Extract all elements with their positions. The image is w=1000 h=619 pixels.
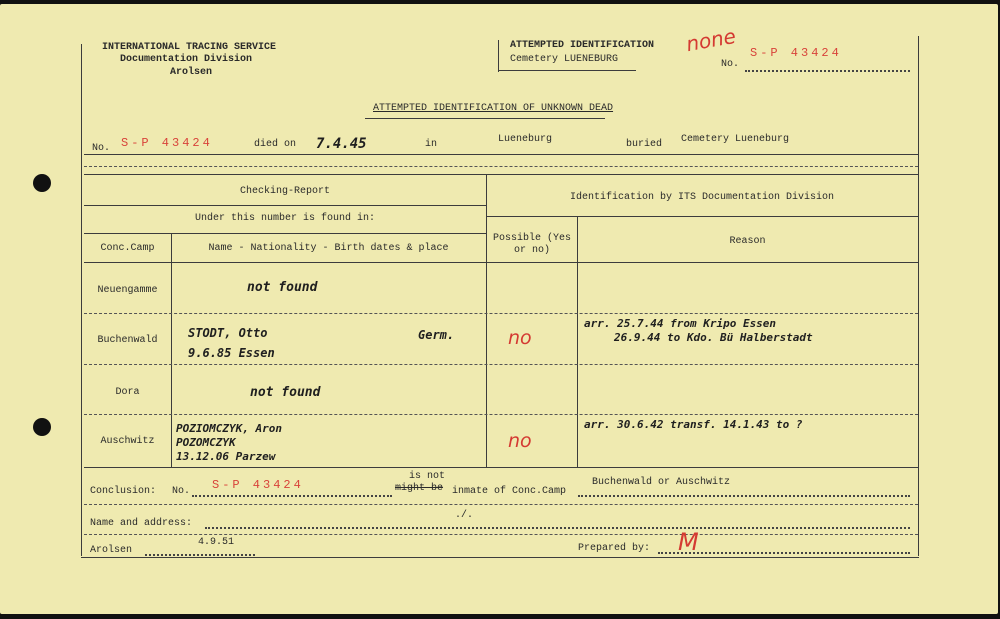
- buried-value: Cemetery Lueneburg: [681, 134, 790, 145]
- row2-name-line1: STODT, Otto: [188, 326, 268, 340]
- row3-line: [84, 414, 918, 415]
- header-row-line: [84, 262, 918, 263]
- record-line: [84, 154, 918, 155]
- row4-name-line1: POZIOMCZYK, Aron: [176, 422, 282, 435]
- conclusion-label: Conclusion:: [90, 486, 157, 497]
- box-no-dots: [745, 70, 910, 72]
- conclusion-line: [84, 504, 918, 505]
- box-no-value: S-P 43424: [750, 46, 842, 60]
- record-no-value: S-P 43424: [121, 136, 213, 150]
- card-bottom-line: [81, 557, 919, 558]
- footer-date: 4.9.51: [198, 537, 235, 548]
- footer-place: Arolsen: [90, 545, 133, 556]
- handwritten-note: none: [684, 23, 738, 57]
- conclusion-dots-1: [192, 495, 392, 497]
- checking-subtitle-line: [84, 233, 486, 234]
- col-possible-header: Possible (Yes or no): [492, 233, 571, 256]
- buried-label: buried: [626, 139, 663, 150]
- punch-hole-top: [33, 174, 51, 192]
- row4-reason: arr. 30.6.42 transf. 14.1.43 to ?: [584, 418, 803, 431]
- title-underline: [365, 118, 605, 119]
- checking-title-line: [84, 205, 486, 206]
- row2-nationality: Germ.: [418, 328, 455, 342]
- conclusion-inmate: inmate of Conc.Camp: [452, 486, 567, 497]
- org-city: Arolsen: [170, 67, 213, 78]
- in-label: in: [425, 139, 438, 150]
- ident-title-line: [486, 216, 918, 217]
- footer-date-dots: [145, 554, 255, 556]
- table-top: [84, 174, 918, 175]
- box-title: ATTEMPTED IDENTIFICATION: [510, 40, 655, 51]
- org-name: INTERNATIONAL TRACING SERVICE: [102, 42, 277, 53]
- row2-possible: no: [508, 327, 532, 349]
- name-address-dots: [205, 527, 910, 529]
- conclusion-camps: Buchenwald or Auschwitz: [592, 477, 731, 488]
- checking-subtitle: Under this number is found in:: [194, 213, 376, 224]
- conclusion-dots-2: [578, 495, 910, 497]
- row1-camp: Neuengamme: [97, 285, 158, 296]
- checking-title: Checking-Report: [239, 186, 330, 197]
- row3-name: not found: [250, 385, 321, 400]
- col-reason-header: Reason: [729, 236, 766, 247]
- row4-name-line3: 13.12.06 Parzew: [176, 450, 276, 463]
- box-no-label: No.: [721, 59, 740, 70]
- col-camp-header: Conc.Camp: [100, 243, 155, 254]
- header-box-left: [498, 40, 499, 72]
- place-value: Lueneburg: [498, 134, 553, 145]
- row2-line: [84, 364, 918, 365]
- name-address-line: [84, 534, 918, 535]
- row4-name-line2: POZOMCZYK: [176, 436, 236, 449]
- table-bottom: [84, 467, 918, 468]
- record-no-label: No.: [92, 143, 111, 154]
- box-cemetery: Cemetery LUENEBURG: [510, 54, 619, 65]
- col-divider-camp: [171, 233, 172, 468]
- page-title: ATTEMPTED IDENTIFICATION OF UNKNOWN DEAD: [373, 103, 614, 114]
- col-divider-possible: [577, 216, 578, 468]
- row1-line: [84, 313, 918, 314]
- card-left-border: [81, 44, 82, 556]
- row1-name: not found: [247, 280, 318, 295]
- name-address-value: ./.: [455, 510, 474, 521]
- box-cemetery-underline: [498, 70, 636, 71]
- died-label: died on: [254, 139, 297, 150]
- died-value: 7.4.45: [316, 136, 367, 152]
- record-card: [0, 4, 998, 614]
- org-division: Documentation Division: [120, 54, 253, 65]
- row4-possible: no: [508, 430, 532, 452]
- punch-hole-bottom: [33, 418, 51, 436]
- row2-name-line2: 9.6.85 Essen: [188, 346, 275, 360]
- conclusion-no-value: S-P 43424: [212, 478, 304, 492]
- card-right-border: [918, 36, 919, 556]
- col-name-header: Name - Nationality - Birth dates & place: [208, 243, 449, 254]
- prepared-by-label: Prepared by:: [578, 543, 651, 554]
- prepared-by-initial: M: [678, 528, 699, 556]
- conclusion-might-be: might be: [395, 483, 444, 494]
- name-address-label: Name and address:: [90, 518, 193, 529]
- row3-camp: Dora: [115, 387, 140, 398]
- row2-camp: Buchenwald: [97, 335, 158, 346]
- table-center-divider: [486, 174, 487, 468]
- conclusion-no-label: No.: [172, 486, 191, 497]
- conclusion-is-not: is not: [409, 471, 446, 482]
- ident-title: Identification by ITS Documentation Division: [569, 192, 835, 203]
- record-line-dashed: [84, 166, 918, 167]
- row2-reason-line1: arr. 25.7.44 from Kripo Essen: [584, 317, 777, 330]
- row4-camp: Auschwitz: [100, 436, 155, 447]
- row2-reason-line2: 26.9.44 to Kdo. Bü Halberstadt: [614, 331, 813, 344]
